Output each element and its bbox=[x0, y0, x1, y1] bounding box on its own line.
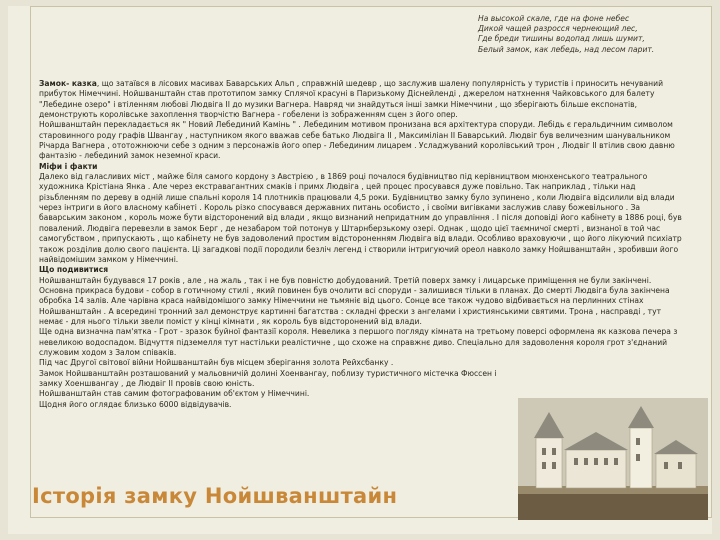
heading-myths: Міфи і факти bbox=[39, 161, 98, 171]
paragraph-history: Далеко від галасливих міст , майже біля самого кордону з Австрією , в 1869 році почалося будівництво під керівництвом мюнхенського театрального художника Крістіана Янка . Але через екстравагантних смаків і примх Людвіга , цей процес просувався дуже повільно. Так наприклад , тільки над різьбленням по дереву в одній лише спальні короля 14 плотників працювали 4,5 роки. Будівництво замку було зупинено , коли Людвіга відсилили від влади через інтриги в його власному кабінеті . Король різко спосувався державних питань особисто , і своїми вигівками заслужив славу божевільного . За баварським законом , король може бути відсторонений від влади , якщо визнаний непридатним до управління . І після доповіді його кабінету в 1886 році, був повалений. Людвіга перевезли в замок Берг , де незабаром той потонув у Штарнберзькому озері. Однак , щодо цієї таємничої смерті , визнаної в той час самогубством , припускають , що кабінету не був задоволений простим відстороненням Людвіга від влади. Особливо враховуючи , що його лікуючий психіатр також розділив долю свого пацієнта. Ці загадкові події породили безліч легенд і створили інтригуючий ореол навколо замку Нойшванштайн , зробивши його найвідомішим замком у Німеччині. bbox=[39, 172, 682, 264]
paragraph-grotto: Ще одна визначна пам'ятка - Грот - зразок буйної фантазії короля. Невелика з першого погляду кімната на третьому поверсі оформлена як казкова печера з невеликою водоспадом. Відчуття підземелля тут настільки реалістичне , що схоже на справжнє диво. Спеціально для задоволення короля грот з'єднаний служовим ходом з Залом співаків. bbox=[39, 327, 678, 357]
article-body bbox=[39, 79, 686, 410]
poem-line: Дикой чащей разросся чернеющий лес, bbox=[478, 24, 638, 34]
poem-line: На высокой скале, где на фоне небес bbox=[478, 14, 630, 23]
intro-text: , що затаївся в лісових масивах Баварських Альп , справжній шедевр , що заслужив шалену популярність у туристів і приносить нечуваний прибуток Німеччині. Нойшванштайн став прототипом замку Сплячої красуні в Паризькому Діснейленді , джерелом натхнення Чайковського для балету "Лебедине озеро" і втіленням любові Людвіга II до музики Вагнера. Навряд чи знайдуться інші замки Німеччини , що зберігають більше експонатів, демонструють королівське захоплення творчістю Вагнера - гобелени із зображенням сцен з його опер. bbox=[39, 79, 664, 120]
paragraph-visitors: Щодня його оглядає близько 6000 відвідувачів. bbox=[39, 399, 232, 409]
poem-line: Где бреди тишины водопад лишь шумит, bbox=[478, 34, 645, 44]
paragraph-swan: Нойшванштайн перекладається як " Новий Лебединий Камінь " . Лебединим мотивом пронизана вся архітектура споруди. Лебідь є геральдичним символом старовинного роду графів Швангау , наступником якого вважав себе батько Людвіга II , Максиміліан II Баварський. Людвіг був величезним шанувальником Річарда Вагнера , ототожнюючи себе з одним з персонажів його опер - Лебединим лицарем . Усладжуваний королівський трон , Людвіг II втілив свою давню фантазію - лебединий замок неземної краси. bbox=[39, 120, 675, 161]
slide-title: Історія замку Нойшванштайн bbox=[32, 484, 398, 508]
heading-what-to-see: Що подивитися bbox=[39, 265, 109, 275]
paragraph-ww2: Під час Другої світової війни Нойшванштайн був місцем зберігання золота Рейхсбанку . bbox=[39, 358, 394, 368]
poem-line: Белый замок, как лебедь, над лесом парит. bbox=[478, 44, 655, 54]
slide bbox=[8, 6, 712, 534]
castle-model-illustration bbox=[518, 398, 708, 520]
paragraph-intro bbox=[39, 79, 686, 120]
paragraph-photographed: Нойшванштайн став самим фотографованим об'єктом у Німеччині. bbox=[39, 389, 310, 399]
intro-bold-term: Замок- казка bbox=[39, 79, 97, 88]
epigraph-poem bbox=[478, 14, 708, 55]
castle-model-photo bbox=[518, 398, 708, 520]
paragraph-location: Замок Нойшванштайн розташований у мальовничій долині Хоенвангау, поблизу туристичного містечка Фюссен і замку Хоеншвангау , де Людвіг II провів свою юність. bbox=[39, 368, 497, 388]
paragraph-construction: Нойшванштайн будувався 17 років , але , на жаль , так і не був повністю добудований. Третій поверх замку і лицарське приміщення не були закінчені. Основна прикраса будови - собор в готичному стилі , який повинен був очолити всі споруди - залишився тільки в планах. До смерті Людвіга була закінчена обробка 14 залів. Але чарівна краса найвідомішого замку Німеччини не тьмяніє від цього. Сонце все також чудово відбивається на перлинних стінах Нойшванштайн . А всередині тронний зал демонструє картинні багатства : складні фрески з ангелами і християнськими святими. Тронa , насправді , тут немає - для нього тільки звели поміст у кінці кімнати , як король був відсторонений від влади. bbox=[39, 275, 670, 326]
